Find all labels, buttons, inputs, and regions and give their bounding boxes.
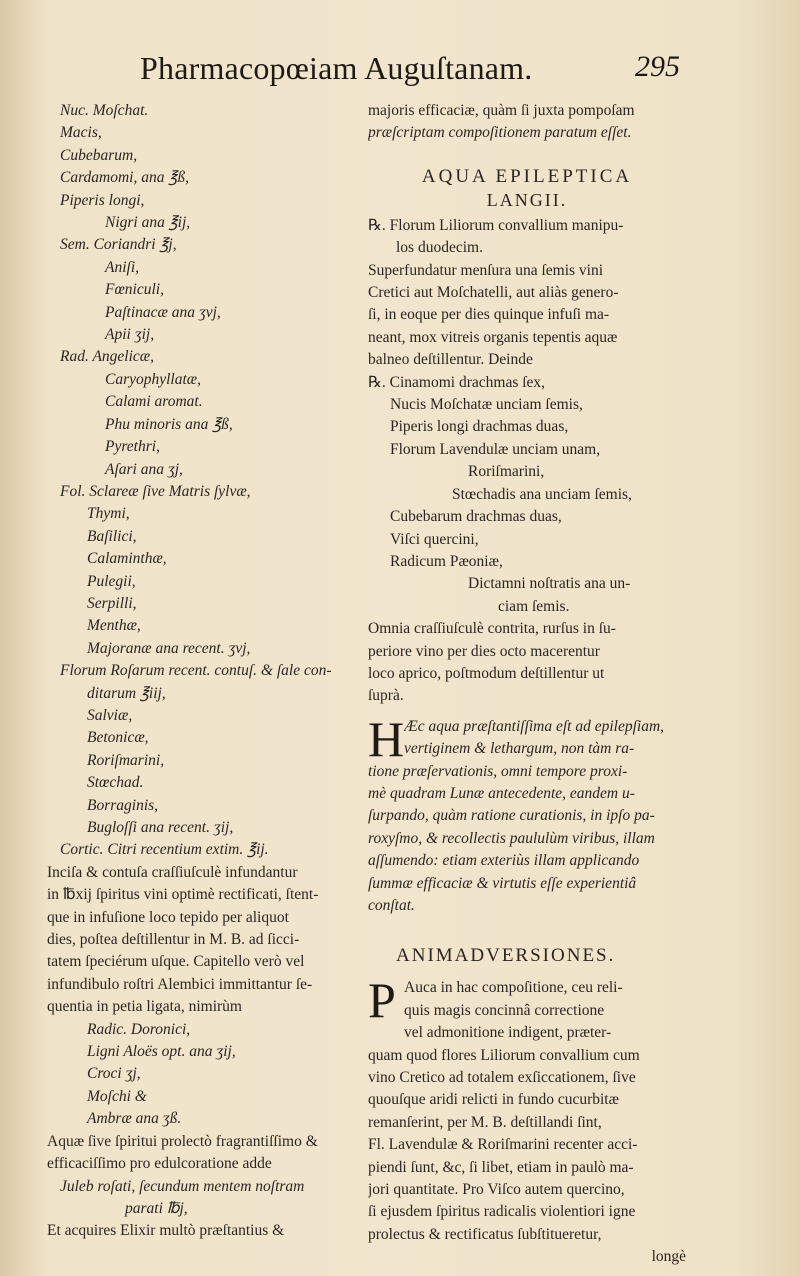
text-line: quis magis concinnâ correctione [404, 1001, 605, 1019]
text-line: Macis, [60, 124, 102, 142]
text-line: Auca in hac compoſitione, ceu reli- [404, 979, 623, 997]
text-line: ſi, in eoque per dies quinque infuſi ma- [368, 306, 610, 324]
text-line: infundibulo roſtri Alembici immittantur ſe- [47, 975, 313, 993]
text-line: vel admonitione indigent, præter- [404, 1024, 612, 1042]
section-title-animadversiones: ANIMADVERSIONES. [396, 945, 616, 967]
text-line: Cortic. Citri recentium extim. ℥ij. [60, 841, 269, 859]
text-line: dies, poſtea deſtillentur in M. B. ad ſicci- [47, 931, 300, 949]
text-line: Roriſmarini, [87, 751, 165, 769]
right-column [368, 100, 686, 1269]
text-line: ſurpando, quàm ratione curationis, in ipſo pa- [368, 807, 655, 825]
text-line: Dictamni noſtratis ana un- [468, 575, 631, 593]
text-line: Radic. Doronici, [87, 1020, 191, 1038]
text-line: Aſari ana ʒj, [105, 460, 183, 478]
text-line: Omnia craſſiuſculè contrita, rurſus in ſu- [368, 620, 616, 638]
text-line: Menthæ, [87, 617, 141, 635]
section-subtitle-langii: LANGII. [486, 189, 568, 210]
text-line: majoris efficaciæ, quàm ſi juxta pompoſam [368, 102, 635, 119]
text-line: Aquæ ſive ſpiritui prolectò fragrantiſſimo & [47, 1132, 318, 1150]
text-line: prolectus & rectificatus ſubſtitueretur, [368, 1225, 602, 1243]
text-line: ciam ſemis. [498, 597, 570, 615]
text-line: jori quantitate. Pro Viſco autem quercino, [368, 1181, 625, 1199]
text-line: Stœchad. [87, 774, 144, 792]
text-line: Roriſmarini, [468, 463, 545, 481]
text-line: neant, mox vitreis organis tepentis aquæ [368, 328, 618, 346]
text-line: Apii ʒij, [105, 326, 155, 344]
text-line: conſtat. [368, 897, 415, 914]
text-line: Calami aromat. [105, 393, 203, 411]
recipe-text [368, 215, 686, 708]
text-line: ſuprà. [368, 687, 404, 705]
text-line: Æc aqua præſtantiſſima eſt ad epilepſiam, [404, 717, 665, 735]
text-line: balneo deſtillentur. Deinde [368, 351, 533, 369]
text-line: Viſci quercini, [390, 530, 479, 548]
text-line: quentia in petia ligata, nimirùm [47, 998, 242, 1016]
page-number: 295 [635, 50, 680, 83]
text-line: Betonicæ, [87, 729, 149, 747]
text-line: Superfundatur menſura una ſemis vini [368, 261, 604, 279]
text-line: Sem. Coriandri ℥j, [60, 236, 177, 254]
text-line: los duodecim. [396, 239, 483, 257]
drop-cap: H [368, 710, 405, 767]
text-line: periore vino per dies octo macerentur [368, 642, 600, 660]
text-line: que in infuſione loco tepido per aliquot [47, 908, 289, 926]
drop-cap: P [368, 972, 396, 1029]
text-line: Piperis longi drachmas duas, [390, 418, 569, 436]
text-line: Fl. Lavendulæ & Roriſmarini recenter acci- [368, 1136, 638, 1154]
text-line: Pulegii, [87, 572, 136, 590]
text-line: remanſerint, per M. B. deſtillandi ſint, [368, 1113, 602, 1131]
text-line: Nigri ana ℥ij, [105, 214, 191, 232]
text-line: ℞. Florum Liliorum convallium manipu- [368, 216, 624, 234]
text-line: Serpilli, [87, 594, 137, 612]
text-line: Calaminthæ, [87, 550, 167, 568]
text-line: Thymi, [87, 505, 130, 523]
animadversiones-paragraph [368, 972, 686, 1246]
text-line: Cretici aut Moſchatelli, aut aliàs genero- [368, 284, 619, 302]
text-line: mè quadram Lunæ antecedente, eandem u- [368, 784, 635, 802]
text-line: Fol. Sclareæ ſive Matris ſylvæ, [60, 482, 251, 500]
text-line: Radicum Pæoniæ, [390, 552, 503, 570]
text-line: aſſumendo: etiam exteriùs illam applicando [368, 852, 640, 870]
text-line: Ambræ ana ʒß. [87, 1110, 182, 1128]
text-line: Florum Lavendulæ unciam unam, [390, 440, 601, 458]
section-title-aqua-epileptica: AQUA EPILEPTICA [421, 165, 633, 187]
text-line: ditarum ℥iij, [87, 684, 166, 702]
text-line: Juleb roſati, ſecundum mentem noſtram [60, 1177, 305, 1195]
text-line: Majoranæ ana recent. ʒvj, [87, 639, 251, 657]
text-line: Ligni Aloës opt. ana ʒij, [87, 1043, 236, 1061]
right-column-continuation [368, 100, 686, 145]
text-line: tatem ſpeciérum uſque. Capitello verò vel [47, 953, 305, 971]
text-line: Nucis Moſchatæ unciam ſemis, [390, 396, 583, 414]
text-line: Bugloſſi ana recent. ʒij, [87, 819, 234, 836]
text-line: Paſtinacæ ana ʒvj, [105, 303, 221, 321]
text-line: quam quod flores Liliorum convallium cum [368, 1046, 640, 1064]
text-line: Et acquires Elixir multò præſtantius & [47, 1222, 285, 1240]
left-column [47, 100, 362, 1243]
text-line: piendi ſunt, &c, ſi libet, etiam in paulò ma- [368, 1158, 634, 1176]
text-line: in ℔xij ſpiritus vini optimè rectificati, ſtent- [47, 886, 319, 904]
text-line: Rad. Angelicæ, [60, 348, 154, 366]
text-line: Cardamomi, ana ℥ß, [60, 169, 189, 187]
text-line: tione præſervationis, omni tempore proxi- [368, 762, 628, 780]
text-line: Nuc. Moſchat. [60, 102, 149, 119]
text-line: parati ℔j, [125, 1199, 188, 1217]
text-line: Pyrethri, [105, 438, 160, 456]
text-line: vino Cretico ad totalem exſiccationem, ſive [368, 1069, 636, 1087]
text-line: Borraginis, [87, 796, 159, 814]
text-line: ſi ejusdem ſpiritus radicalis violentiori igne [368, 1203, 636, 1221]
text-line: ℞. Cinamomi drachmas ſex, [368, 373, 546, 391]
text-line: præſcriptam compoſitionem paratum eſſet. [368, 124, 632, 142]
text-line: Stœchadis ana unciam ſemis, [452, 485, 632, 503]
text-line: Caryophyllatæ, [105, 370, 202, 388]
text-line: loco aprico, poſtmodum deſtillentur ut [368, 664, 605, 682]
text-line: quouſque aridi relicti in fundo cucurbitæ [368, 1091, 619, 1109]
text-line: Florum Roſarum recent. contuſ. & ſale con- [60, 662, 332, 680]
text-line: vertiginem & lethargum, non tàm ra- [404, 740, 635, 758]
text-line: Piperis longi, [60, 191, 145, 209]
text-line: Cubebarum drachmas duas, [390, 508, 562, 526]
text-line: Salviæ, [87, 706, 133, 724]
text-line: Phu minoris ana ℥ß, [105, 415, 233, 433]
commentary-paragraph [368, 710, 686, 918]
text-line: efficaciſſimo pro edulcoratione adde [47, 1155, 272, 1173]
running-header [140, 50, 680, 90]
text-line: Cubebarum, [60, 146, 138, 164]
text-line: Inciſa & contuſa craſſiuſculè infundantur [47, 863, 298, 881]
text-line: Aniſi, [105, 258, 140, 276]
text-line: Fœniculi, [105, 281, 164, 299]
text-line: roxyſmo, & recollectis paululùm viribus, illam [368, 829, 655, 847]
text-line: Baſilici, [87, 527, 137, 545]
header-title: Pharmacopœiam Auguſtanam. [140, 50, 533, 86]
text-line: Croci ʒj, [87, 1065, 141, 1083]
text-line: ſummæ efficaciæ & virtutis eſſe experientiâ [368, 874, 637, 892]
text-line: Moſchi & [87, 1087, 147, 1105]
catchword: longè [651, 1248, 686, 1266]
